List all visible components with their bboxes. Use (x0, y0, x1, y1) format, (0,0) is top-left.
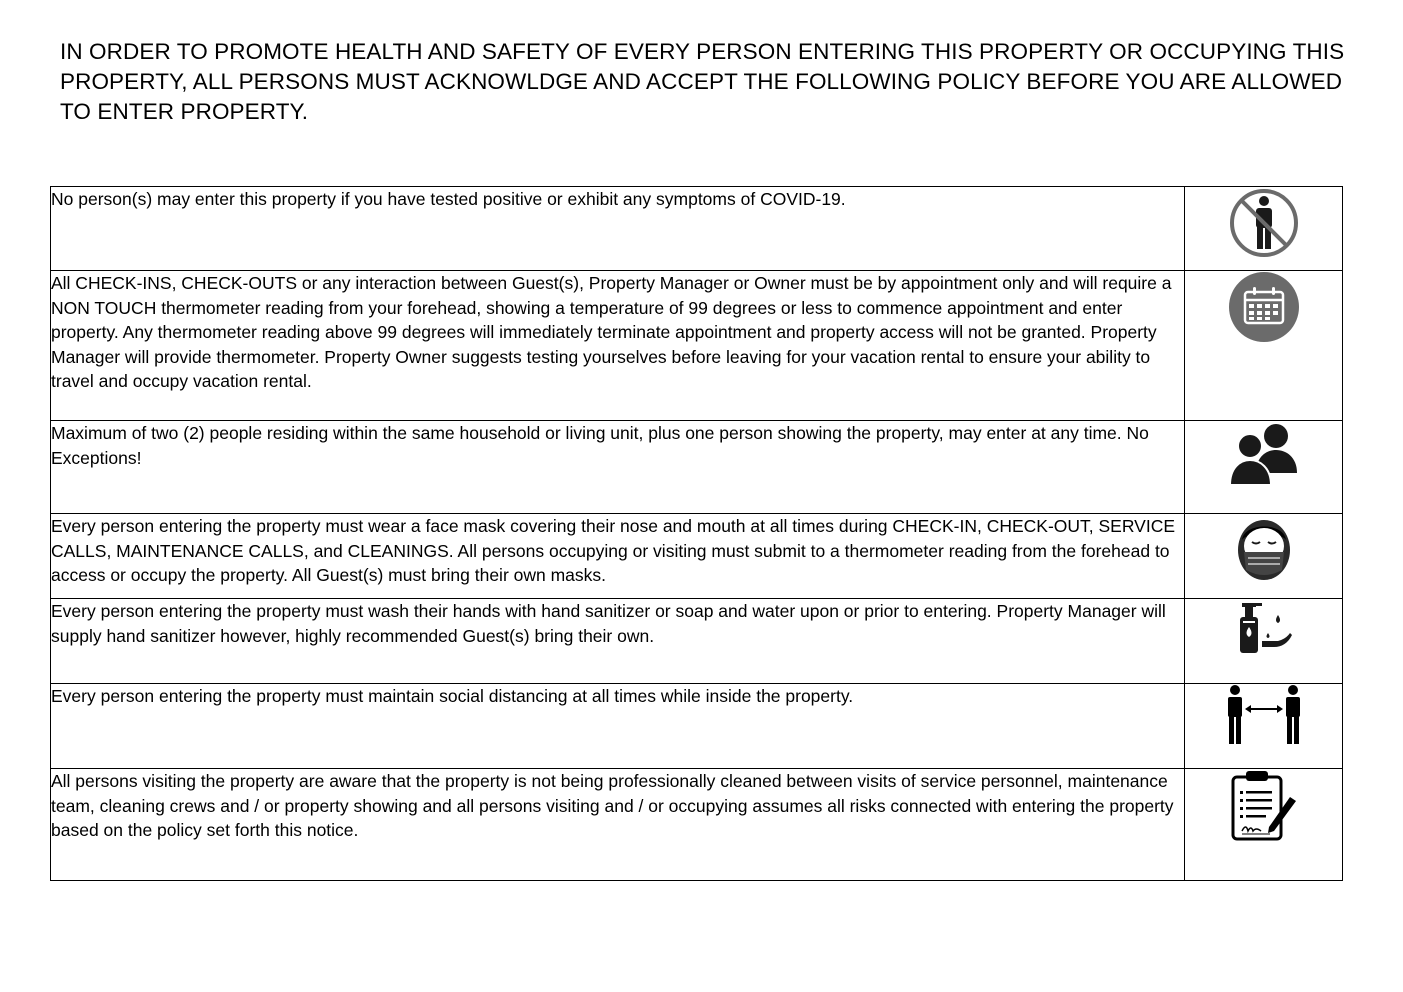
policy-row (51, 684, 1343, 769)
policy-text: Maximum of two (2) people residing within the same household or living unit, plus one person showing the property, may enter at any time. No Exceptions! (51, 421, 1185, 514)
policy-table (50, 186, 1343, 881)
policy-text: Every person entering the property must wash their hands with hand sanitizer or soap and water upon or prior to entering. Property Manager will supply hand sanitizer however, highly recommended Guest(s) bring their own. (51, 599, 1185, 684)
policy-text: Every person entering the property must maintain social distancing at all times while inside the property. (51, 684, 1185, 769)
hand-sanitizer-icon (1185, 599, 1343, 684)
policy-row (51, 421, 1343, 514)
no-entry-person-icon (1185, 187, 1343, 271)
social-distancing-icon (1185, 684, 1343, 769)
policy-text: No person(s) may enter this property if you have tested positive or exhibit any symptoms of COVID-19. (51, 187, 1185, 271)
policy-row (51, 187, 1343, 271)
policy-row (51, 599, 1343, 684)
policy-text: All CHECK-INS, CHECK-OUTS or any interaction between Guest(s), Property Manager or Owner must be by appointment only and will require a NON TOUCH thermometer reading from your forehead, showing a temperature of 99 degrees or less to commence appointment and enter property. Any thermometer reading above 99 degrees will immediately terminate appointment and property access will not be granted. Property Manager will provide thermometer. Property Owner suggests testing yourselves before leaving for your vacation rental to ensure your ability to travel and occupy vacation rental. (51, 271, 1185, 421)
calendar-icon (1185, 271, 1343, 421)
policy-row (51, 271, 1343, 421)
face-mask-icon (1185, 514, 1343, 599)
policy-text: Every person entering the property must wear a face mask covering their nose and mouth at all times during CHECK-IN, CHECK-OUT, SERVICE CALLS, MAINTENANCE CALLS, and CLEANINGS. All persons occupying or visiting must submit to a thermometer reading from the forehead to access or occupy the property. All Guest(s) must bring their own masks. (51, 514, 1185, 599)
two-people-icon (1185, 421, 1343, 514)
policy-heading: IN ORDER TO PROMOTE HEALTH AND SAFETY OF EVERY PERSON ENTERING THIS PROPERTY OR OCCUPYING THIS PROPERTY, ALL PERSONS MUST ACKNOWLDGE AND ACCEPT THE FOLLOWING POLICY BEFORE YOU ARE ALLOWED TO ENTER PROPERTY. (60, 39, 1345, 124)
policy-row (51, 514, 1343, 599)
policy-text: All persons visiting the property are aware that the property is not being professionally cleaned between visits of service personnel, maintenance team, cleaning crews and / or property showing and all persons visiting and / or occupying assumes all risks connected with entering the property based on the policy set forth this notice. (51, 769, 1185, 881)
policy-row (51, 769, 1343, 881)
clipboard-signature-icon (1185, 769, 1343, 881)
